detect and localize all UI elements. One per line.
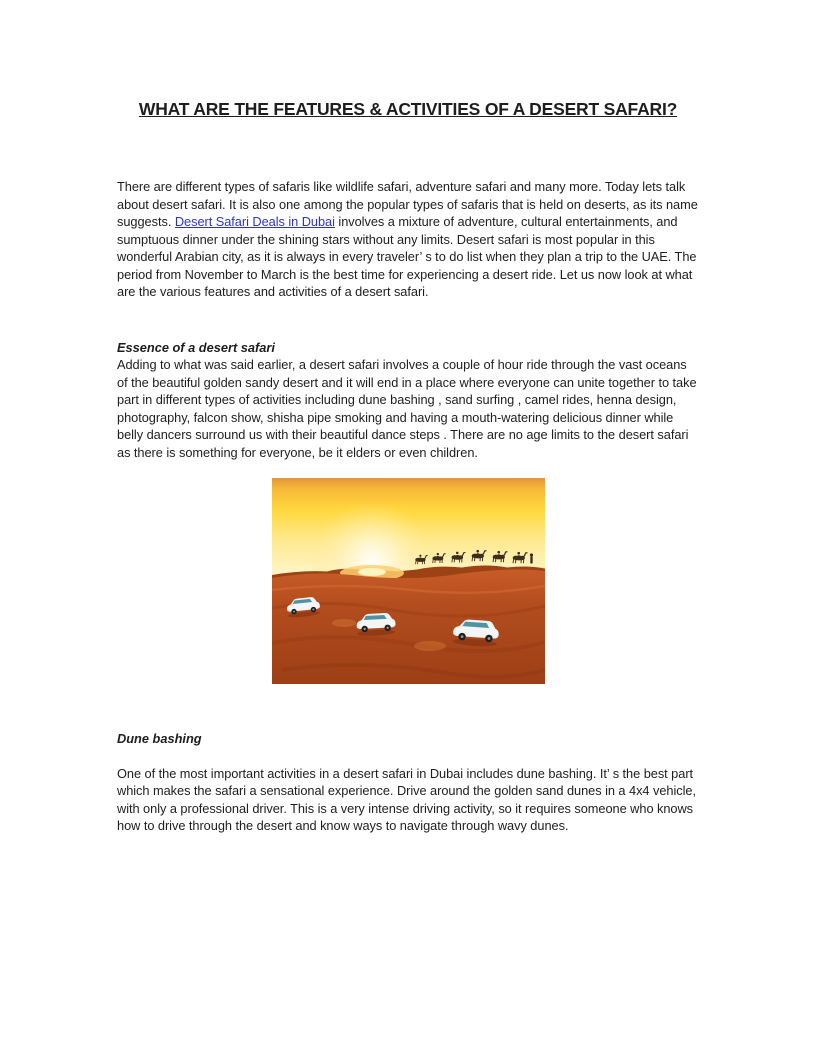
dune-bashing-section xyxy=(117,730,699,835)
dune-bashing-section-body: One of the most important activities in a desert safari in Dubai includes dune bashing. It’ s the best part which makes the safari a sensational experience. Drive around the golden sand dunes in a 4x4 vehicle, with only a professional driver. This is a very intense driving activity, so it requires someone who knows how to drive through the desert and know ways to navigate through wavy dunes. xyxy=(117,765,696,833)
photo-container xyxy=(117,478,699,689)
essence-section-heading: Essence of a desert safari xyxy=(117,339,275,355)
intro-text-after-link: involves a mixture of adventure, cultural entertainments, and sumptuous dinner under the shining stars without any limits. Desert safari is most popular in this wonderful Arabian city, as it is always in every traveler’ s to do list when they plan a trip to the UAE. The period from November to March is the best time for experiencing a desert ride. Let us now look at what are the various features and activities of a desert safari. xyxy=(117,214,697,299)
intro-text-before-link: There are different types of safaris like wildlife safari, adventure safari and many more. Today lets talk about desert safari. It is also one among the popular types of safaris that is held on deserts, as its name suggests. xyxy=(117,179,698,229)
essence-section xyxy=(117,339,699,462)
photo-walking-person xyxy=(529,553,532,563)
essence-section-body: Adding to what was said earlier, a desert safari involves a couple of hour ride through the vast oceans of the beautiful golden sandy desert and it will end in a place where everyone can unite together to take part in different types of activities including dune bashing , sand surfing , camel rides, henna design, photography, falcon show, shisha pipe smoking and having a mouth-watering delicious dinner while belly dancers surround us with their beautiful dance steps . There are no age limits to the desert safari as there is something for everyone, be it elders or even children. xyxy=(117,357,697,460)
document-content xyxy=(117,0,699,835)
intro-paragraph xyxy=(117,178,699,301)
document-title: WHAT ARE THE FEATURES & ACTIVITIES OF A DESERT SAFARI? xyxy=(138,99,678,119)
desert-safari-deals-link[interactable]: Desert Safari Deals in Dubai xyxy=(174,214,335,229)
desert-safari-photo xyxy=(272,478,545,684)
photo-sun-core xyxy=(358,568,386,576)
dune-bashing-section-heading: Dune bashing xyxy=(117,731,202,746)
desert-safari-photo-art xyxy=(272,478,545,684)
